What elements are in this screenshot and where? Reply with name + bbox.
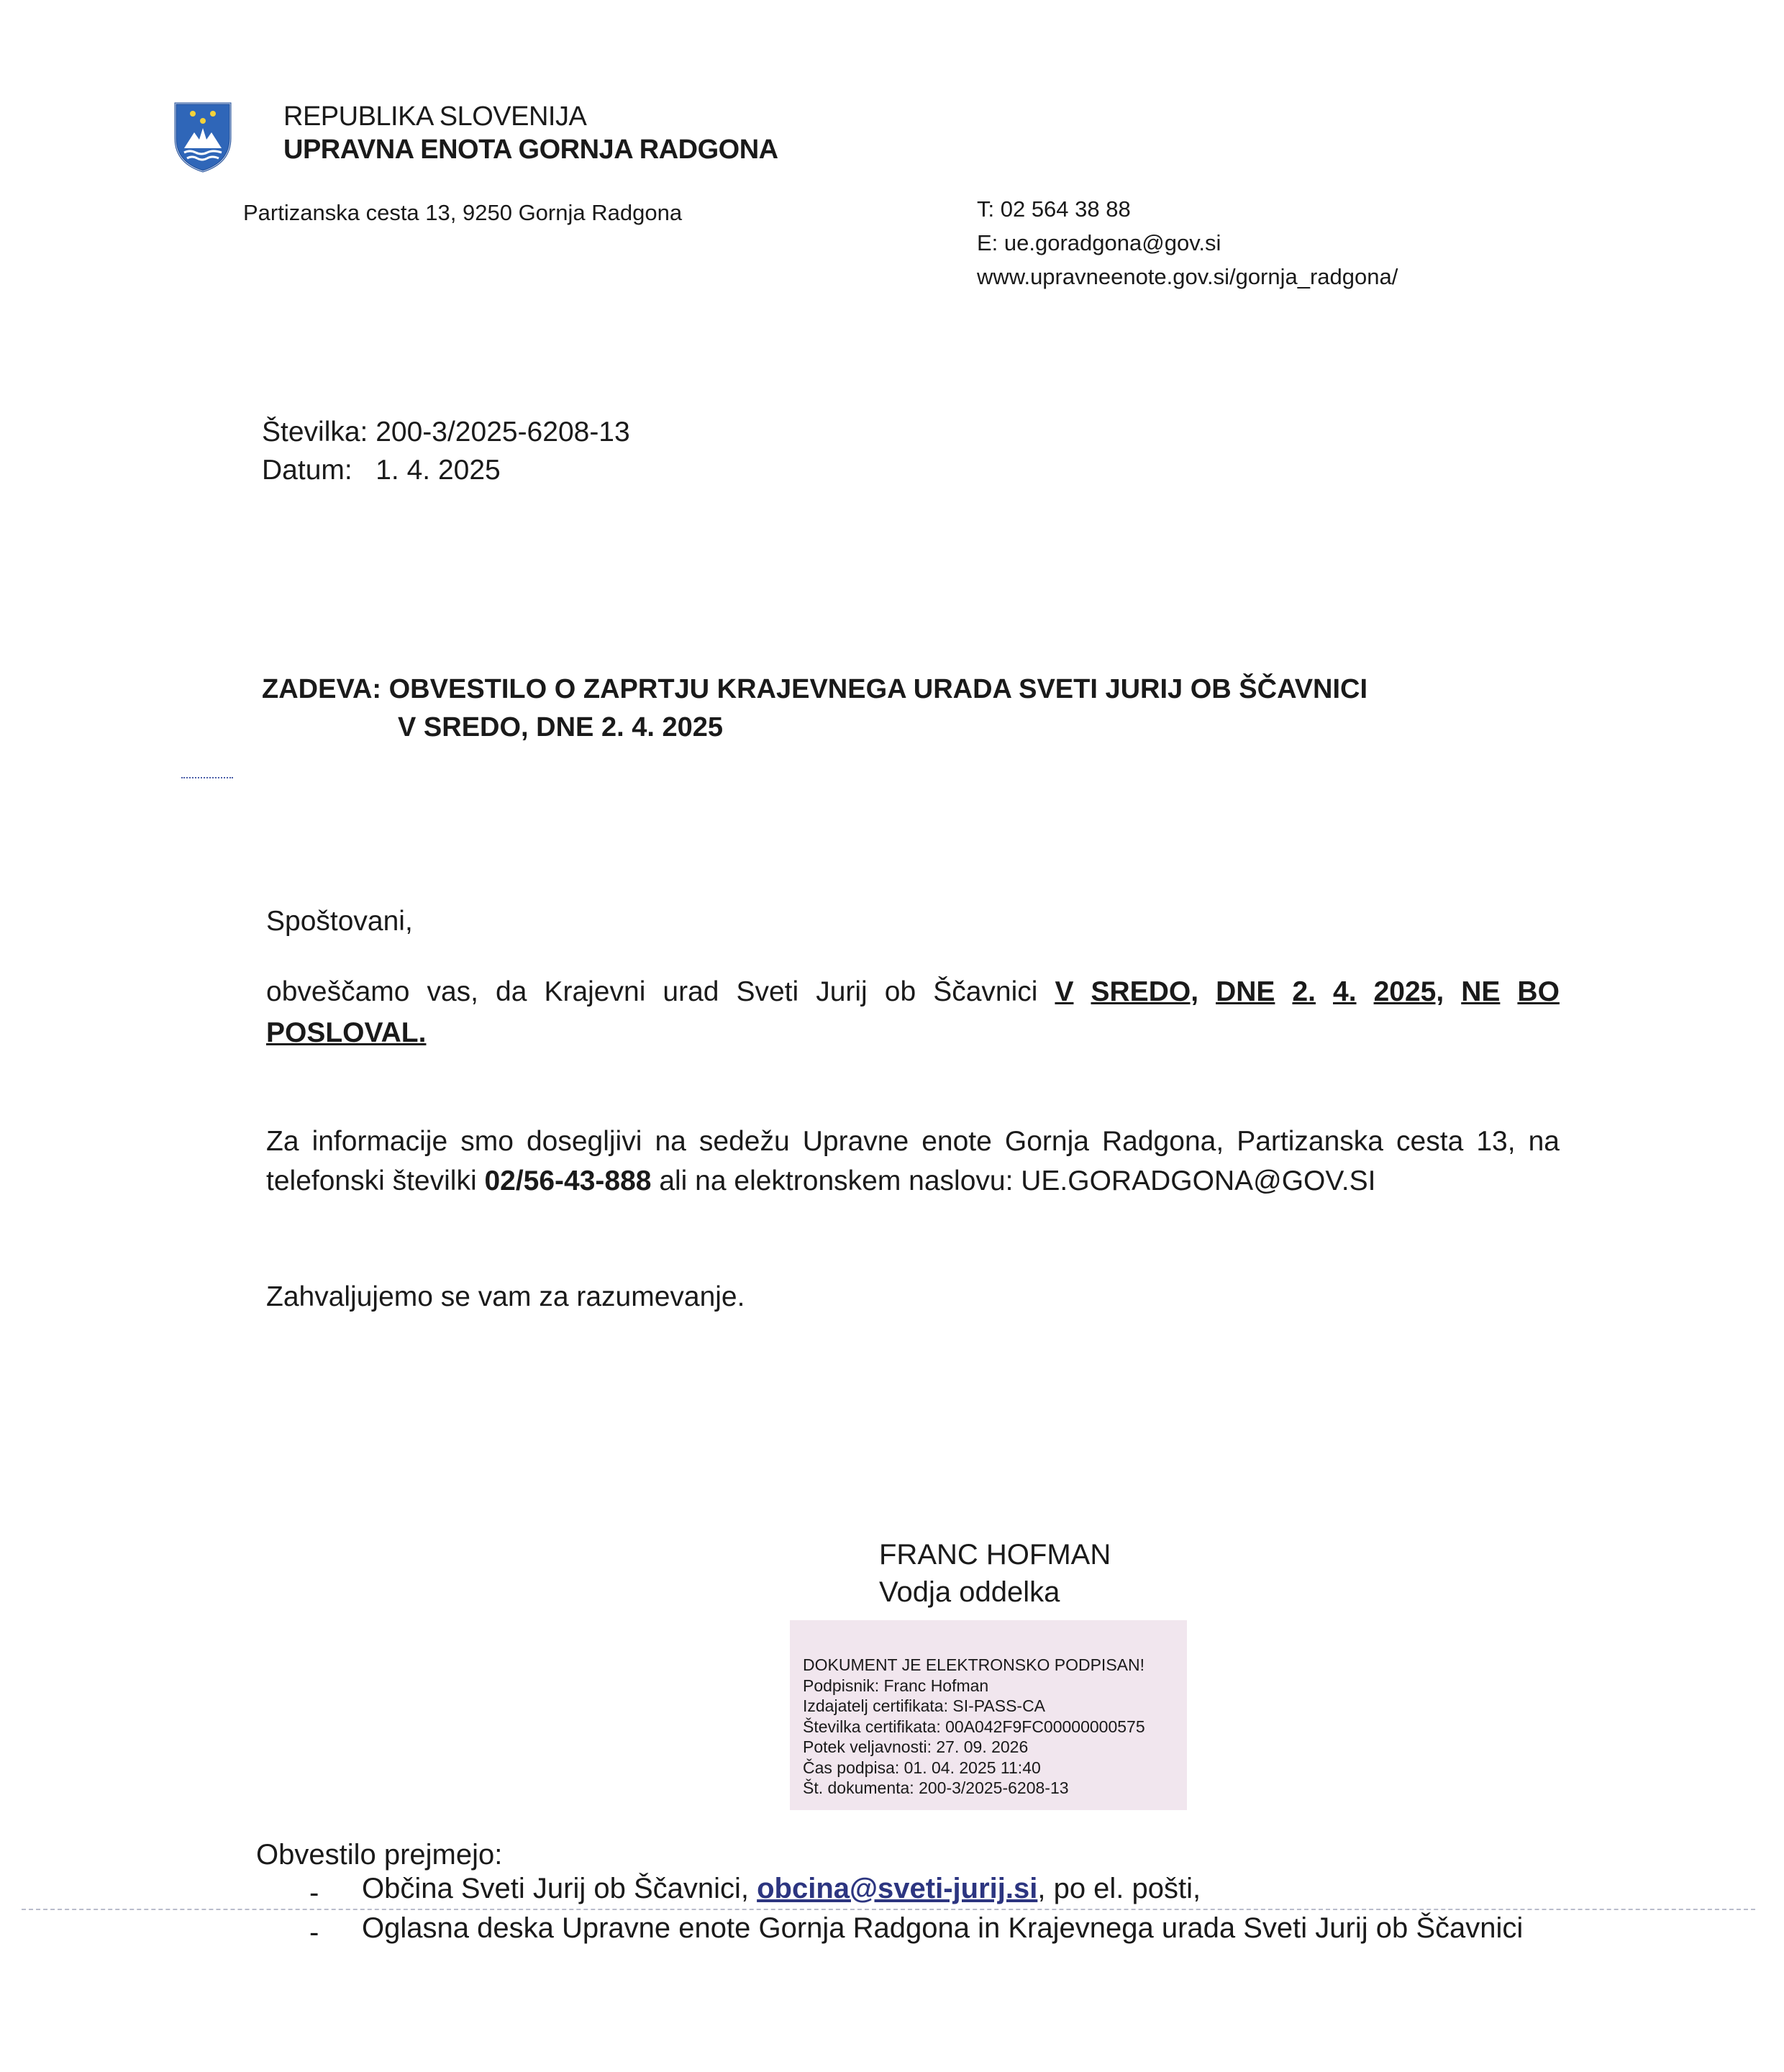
word: smo	[460, 1126, 514, 1157]
word: dosegljivi	[526, 1126, 642, 1157]
word: da	[496, 976, 527, 1007]
word: Gornja	[1004, 1126, 1089, 1157]
p2-text-pre: telefonski številki	[266, 1166, 485, 1196]
date-value: 1. 4. 2025	[376, 455, 501, 486]
recipient-item-2: Oglasna deska Upravne enote Gornja Radgona in Krajevnega urada Sveti Jurij ob Ščavnici	[362, 1912, 1524, 1944]
recipients-title: Obvestilo prejmejo:	[256, 1839, 503, 1871]
word: enote	[921, 1126, 992, 1157]
date-label: Datum:	[262, 455, 352, 486]
office-email[interactable]: E: ue.goradgona@gov.si	[977, 230, 1221, 255]
recipient-1-method: , po el. pošti,	[1037, 1873, 1201, 1904]
word: 2025,	[1373, 976, 1444, 1007]
paragraph-2-line-2	[266, 1166, 1376, 1197]
word: urad	[663, 976, 719, 1007]
recipient-email-link[interactable]: obcina@sveti-jurij.si	[757, 1873, 1038, 1904]
subject-line-2: V SREDO, DNE 2. 4. 2025	[398, 712, 723, 742]
signer-title: Vodja oddelka	[879, 1576, 1060, 1608]
word: 13,	[1476, 1126, 1516, 1157]
word: 2.	[1292, 976, 1316, 1007]
scan-mark	[181, 777, 233, 780]
scan-line	[22, 1909, 1755, 1910]
paragraph-1-line-1	[266, 976, 1560, 1008]
word: Ščavnici	[933, 976, 1038, 1007]
paragraph-1-line-2	[266, 1017, 426, 1049]
word: Sveti	[736, 976, 799, 1007]
word: informacije	[311, 1126, 448, 1157]
word: obveščamo	[266, 976, 410, 1007]
p2-text-post: ali na elektronskem naslovu: UE.GORADGONA@GOV.SI	[651, 1166, 1376, 1196]
document-date	[262, 455, 501, 486]
word: Upravne	[802, 1126, 909, 1157]
word: sedežu	[698, 1126, 790, 1157]
word: na	[655, 1126, 686, 1157]
word: DNE	[1216, 976, 1275, 1007]
esig-line: DOKUMENT JE ELEKTRONSKO PODPISAN!	[803, 1655, 1145, 1674]
word: na	[1528, 1126, 1560, 1157]
office-name: UPRAVNA ENOTA GORNJA RADGONA	[283, 135, 778, 165]
office-phone: T: 02 564 38 88	[977, 196, 1131, 222]
slovenia-coat-of-arms-icon	[173, 101, 233, 173]
list-bullet: -	[309, 1877, 319, 1909]
word: BO	[1517, 976, 1560, 1007]
esig-line: Čas podpisa: 01. 04. 2025 11:40	[803, 1758, 1041, 1777]
electronic-signature-stamp	[790, 1620, 1187, 1810]
word: 4.	[1333, 976, 1357, 1007]
word: NE	[1461, 976, 1501, 1007]
esig-line: Številka certifikata: 00A042F9FC00000000575	[803, 1717, 1145, 1736]
office-address: Partizanska cesta 13, 9250 Gornja Radgona	[243, 200, 683, 225]
country-name: REPUBLIKA SLOVENIJA	[283, 101, 587, 132]
list-bullet: -	[309, 1917, 319, 1948]
signer-name: FRANC HOFMAN	[879, 1539, 1111, 1571]
recipient-1-name: Občina Sveti Jurij ob Ščavnici,	[362, 1873, 757, 1904]
subject-line-1: ZADEVA: OBVESTILO O ZAPRTJU KRAJEVNEGA URADA SVETI JURIJ OB ŠČAVNICI	[262, 674, 1368, 704]
thanks: Zahvaljujemo se vam za razumevanje.	[266, 1281, 745, 1312]
esig-line: Št. dokumenta: 200-3/2025-6208-13	[803, 1778, 1069, 1797]
word: Jurij	[816, 976, 868, 1007]
greeting: Spoštovani,	[266, 906, 413, 937]
paragraph-2-line-1	[266, 1126, 1560, 1158]
word: ob	[884, 976, 916, 1007]
word: SREDO,	[1091, 976, 1199, 1007]
office-website[interactable]: www.upravneenote.gov.si/gornja_radgona/	[977, 264, 1398, 289]
word: cesta	[1396, 1126, 1464, 1157]
word: Partizanska	[1237, 1126, 1383, 1157]
word: Krajevni	[544, 976, 646, 1007]
document-number: Številka: 200-3/2025-6208-13	[262, 417, 630, 447]
word: Radgona,	[1102, 1126, 1224, 1157]
closure-notice-end: POSLOVAL.	[266, 1017, 427, 1048]
word: Za	[266, 1126, 299, 1157]
contact-phone: 02/56-43-888	[484, 1166, 652, 1196]
esig-line: Izdajatelj certifikata: SI-PASS-CA	[803, 1696, 1046, 1715]
recipient-item-1	[362, 1873, 1201, 1905]
esig-line: Podpisnik: Franc Hofman	[803, 1676, 989, 1695]
word: V	[1055, 976, 1074, 1007]
word: vas,	[427, 976, 478, 1007]
esig-line: Potek veljavnosti: 27. 09. 2026	[803, 1737, 1029, 1756]
